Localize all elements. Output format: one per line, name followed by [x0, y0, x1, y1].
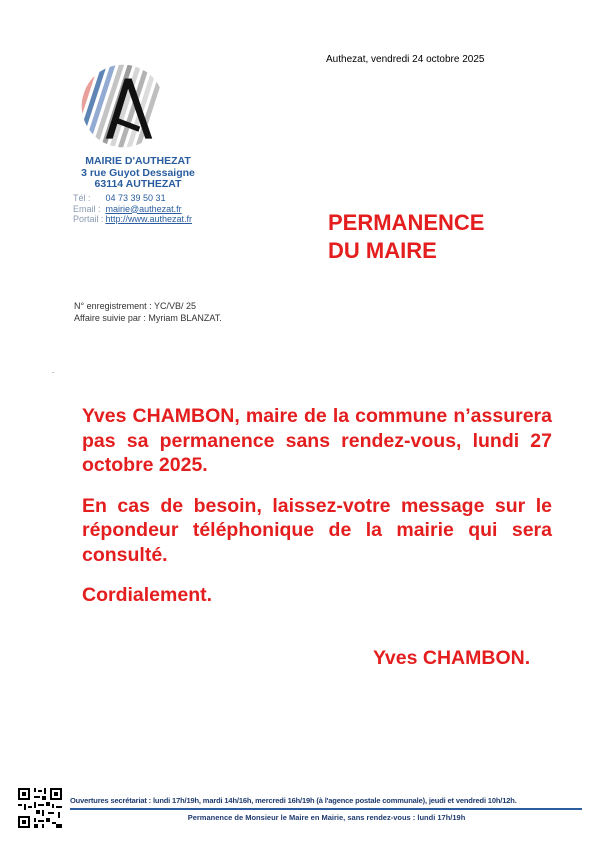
reference-block [74, 300, 222, 324]
letter-body [82, 404, 552, 624]
mairie-name: MAIRIE D'AUTHEZAT [85, 155, 191, 167]
mairie-logo [80, 63, 166, 149]
email-label: Email : [73, 203, 101, 214]
portal-link[interactable]: http://www.authezat.fr [105, 214, 193, 224]
footer-opening-hours: Ouvertures secrétariat : lundi 17h/19h, mardi 14h/16h, mercredi 16h/19h (à l'agence postale communale), jeudi et vendredi 10h/12h. [70, 796, 517, 805]
phone-value: 04 73 39 50 31 [105, 193, 166, 203]
registration-number: N° enregistrement : YC/VB/ 25 [74, 301, 196, 311]
qr-code[interactable] [18, 788, 62, 828]
mairie-address [50, 156, 226, 191]
contact-email-row [73, 204, 192, 215]
contact-portal-row [73, 214, 192, 225]
footer-mayor-hours: Permanence de Monsieur le Maire en Mairie, sans rendez-vous : lundi 17h/19h [187, 813, 466, 822]
email-link[interactable]: mairie@authezat.fr [105, 203, 182, 214]
body-paragraph-1: Yves CHAMBON, maire de la commune n’assurera pas sa permanence sans rendez-vous, lundi 27 octobre 2025. [82, 405, 552, 476]
letter-date: Authezat, vendredi 24 octobre 2025 [326, 54, 485, 65]
contact-block [73, 193, 192, 225]
body-paragraph-3: Cordialement. [82, 584, 213, 606]
mairie-street: 3 rue Guyot Dessaigne [81, 166, 195, 179]
title-line-2: DU MAIRE [328, 238, 437, 263]
footer-divider [70, 808, 582, 810]
body-paragraph-2: En cas de besoin, laissez-votre message sur le répondeur téléphonique de la mairie qui sera consulté. [82, 494, 552, 566]
page-title [328, 209, 484, 265]
phone-label: Tél : [73, 193, 91, 203]
contact-phone-row [73, 193, 192, 204]
mairie-city: 63114 AUTHEZAT [94, 178, 182, 190]
followed-by: Affaire suivie par : Myriam BLANZAT. [74, 313, 222, 323]
stray-mark: . [52, 366, 55, 375]
signature: Yves CHAMBON. [373, 647, 531, 669]
portal-label: Portail : [73, 214, 104, 224]
title-line-1: PERMANENCE [328, 210, 485, 235]
